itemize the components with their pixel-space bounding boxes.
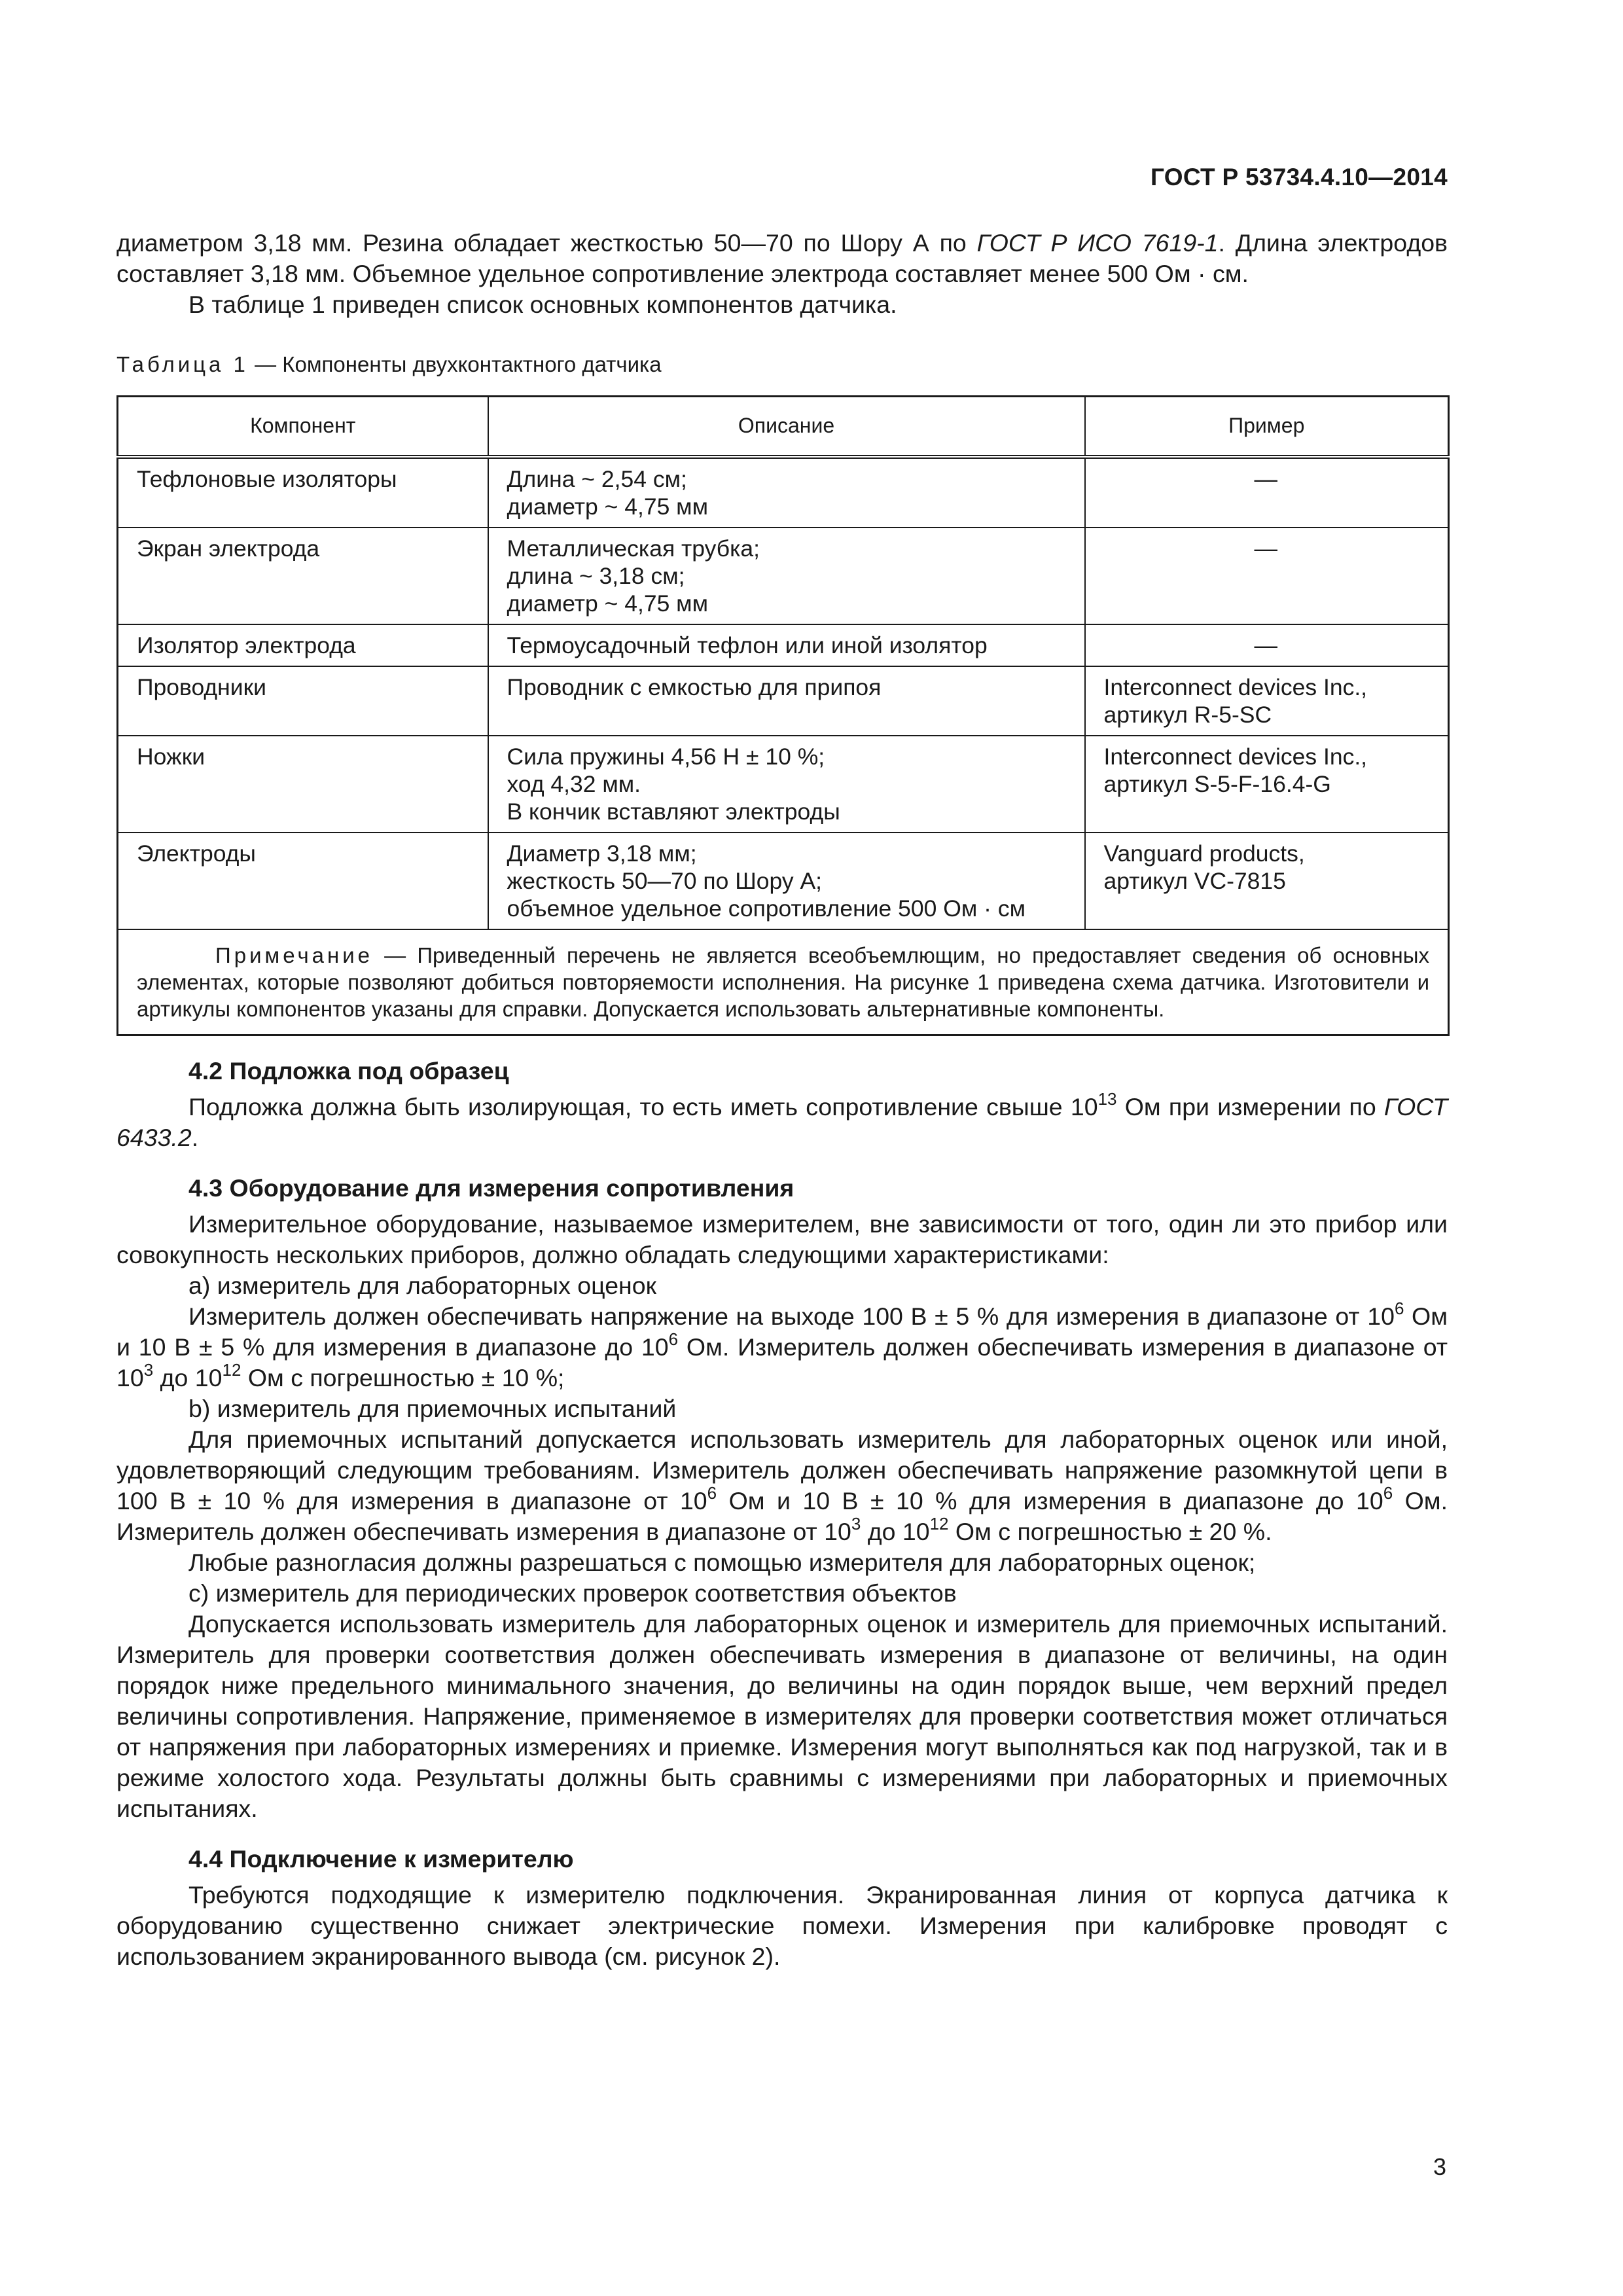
cell-description: Металлическая трубка; длина ~ 3,18 см; диаметр ~ 4,75 мм bbox=[488, 528, 1085, 624]
cell-description: Длина ~ 2,54 см; диаметр ~ 4,75 мм bbox=[488, 457, 1085, 528]
table-row bbox=[118, 457, 1449, 528]
cell-example: Vanguard products, артикул VC-7815 bbox=[1085, 833, 1449, 929]
table-note bbox=[118, 929, 1449, 1035]
item-b-disputes-paragraph: Любые разногласия должны разрешаться с помощью измерителя для лабораторных оценок; bbox=[188, 1549, 1256, 1576]
intro-paragraph: диаметром 3,18 мм. Резина обладает жесткостью 50—70 по Шору А по ГОСТ Р ИСО 7619-1. Длина электродов составляет 3,18 мм. Объемное удельное сопротивление электрода составляет менее 500 Ом · см. bbox=[116, 229, 1448, 287]
page-number: 3 bbox=[1433, 2153, 1446, 2180]
section-4-2-paragraph: Подложка должна быть изолирующая, то есть иметь сопротивление свыше $10^{13}$ Ом при измерении по ГОСТ 6433.2. bbox=[116, 1089, 1448, 1151]
table-row bbox=[118, 624, 1449, 666]
column-header-description: Описание bbox=[488, 397, 1085, 457]
item-c-paragraph: Допускается использовать измеритель для лабораторных оценок и измеритель для приемочных испытаний. Измеритель для проверки соответствия должен обеспечивать измерения в диапазоне от величины, на один порядок ниже предельного минимального значения, до величины на один порядок выше, чем верхний предел величины сопротивления. Напряжение, применяемое в измерителях для проверки соответствия может отличаться от напряжения при лабораторных измерениях и приемке. Измерения могут выполняться как под нагрузкой, так и в режиме холостого хода. Результаты должны быть сравнимы с измерениями при лабораторных и приемочных испытаниях. bbox=[116, 1610, 1448, 1822]
list-item-c: с) измеритель для периодических проверок соответствия объектов bbox=[188, 1579, 957, 1607]
cell-description: Сила пружины 4,56 Н ± 10 %; ход 4,32 мм. В кончик вставляют электроды bbox=[488, 736, 1085, 833]
components-table bbox=[116, 395, 1450, 1036]
cell-component: Ножки bbox=[118, 736, 488, 833]
table-row bbox=[118, 833, 1449, 929]
table-row bbox=[118, 666, 1449, 736]
note-label: Примечание bbox=[215, 943, 374, 967]
section-heading-4-3: 4.3 Оборудование для измерения сопротивления bbox=[188, 1174, 794, 1202]
intro-table-reference: В таблице 1 приведен список основных компонентов датчика. bbox=[188, 291, 897, 318]
cell-example: Interconnect devices Inc., артикул S-5-F-16.4-G bbox=[1085, 736, 1449, 833]
table-note-row bbox=[118, 929, 1449, 1035]
cell-component: Тефлоновые изоляторы bbox=[118, 457, 488, 528]
list-item-b: b) измеритель для приемочных испытаний bbox=[188, 1395, 677, 1422]
section-heading-4-4: 4.4 Подключение к измерителю bbox=[188, 1845, 574, 1873]
cell-component: Изолятор электрода bbox=[118, 624, 488, 666]
standard-reference: ГОСТ Р ИСО 7619-1 bbox=[976, 229, 1219, 257]
document-id: ГОСТ Р 53734.4.10—2014 bbox=[1150, 164, 1448, 190]
cell-component: Электроды bbox=[118, 833, 488, 929]
column-header-component: Компонент bbox=[118, 397, 488, 457]
cell-description: Диаметр 3,18 мм; жесткость 50—70 по Шору А; объемное удельное сопротивление 500 Ом · см bbox=[488, 833, 1085, 929]
note-text: — Приведенный перечень не является всеобъемлющим, но предоставляет сведения об основных элементах, которые позволяют добиться повторяемости исполнения. На рисунке 1 приведена схема датчика. Изготовители и артикулы компонентов указаны для справки. Допускается использовать альтернативные компоненты. bbox=[137, 943, 1429, 1021]
page-content bbox=[116, 228, 1448, 1972]
section-4-4-paragraph: Требуются подходящие к измерителю подключения. Экранированная линия от корпуса датчика к оборудованию существенно снижает электрические помехи. Измерения при калибровке проводят с использованием экранированного вывода (см. рисунок 2). bbox=[116, 1881, 1448, 1970]
section-4-3-paragraph: Измерительное оборудование, называемое измерителем, вне зависимости от того, один ли это прибор или совокупность нескольких приборов, должно обладать следующими характеристиками: bbox=[116, 1210, 1448, 1268]
cell-component: Экран электрода bbox=[118, 528, 488, 624]
list-item-a: а) измеритель для лабораторных оценок bbox=[188, 1272, 657, 1299]
cell-component: Проводники bbox=[118, 666, 488, 736]
item-b-paragraph: Для приемочных испытаний допускается использовать измеритель для лабораторных оценок или иной, удовлетворяющий следующим требованиям. Измеритель должен обеспечивать напряжение разомкнутой цепи в 100 В ± 10 % для измерения в диапазоне от $10^6$ Ом и 10 В ± 10 % для измерения в диапазоне до $10^6$ Ом. Измеритель должен обеспечивать измерения в диапазоне от $10^3$ до $10^{12}$ Ом с погрешностью ± 20 %. bbox=[116, 1426, 1448, 1545]
table-header-row bbox=[118, 397, 1449, 457]
column-header-example: Пример bbox=[1085, 397, 1449, 457]
cell-example: — bbox=[1085, 457, 1449, 528]
cell-example: — bbox=[1085, 528, 1449, 624]
table-row bbox=[118, 528, 1449, 624]
cell-example: Interconnect devices Inc., артикул R-5-SC bbox=[1085, 666, 1449, 736]
cell-description: Термоусадочный тефлон или иной изолятор bbox=[488, 624, 1085, 666]
standard-reference: ГОСТ 6433.2 bbox=[116, 1093, 1448, 1151]
table-caption: Таблица 1 — Компоненты двухконтактного датчика bbox=[116, 352, 662, 376]
item-a-paragraph: Измеритель должен обеспечивать напряжение на выходе 100 В ± 5 % для измерения в диапазоне от $10^6$ Ом и 10 В ± 5 % для измерения в диапазоне до $10^6$ Ом. Измеритель должен обеспечивать измерения в диапазоне от $10^3$ до $10^{12}$ Ом с погрешностью ± 10 %; bbox=[116, 1299, 1448, 1391]
section-heading-4-2: 4.2 Подложка под образец bbox=[188, 1057, 509, 1085]
cell-example: — bbox=[1085, 624, 1449, 666]
table-row bbox=[118, 736, 1449, 833]
cell-description: Проводник с емкостью для припоя bbox=[488, 666, 1085, 736]
